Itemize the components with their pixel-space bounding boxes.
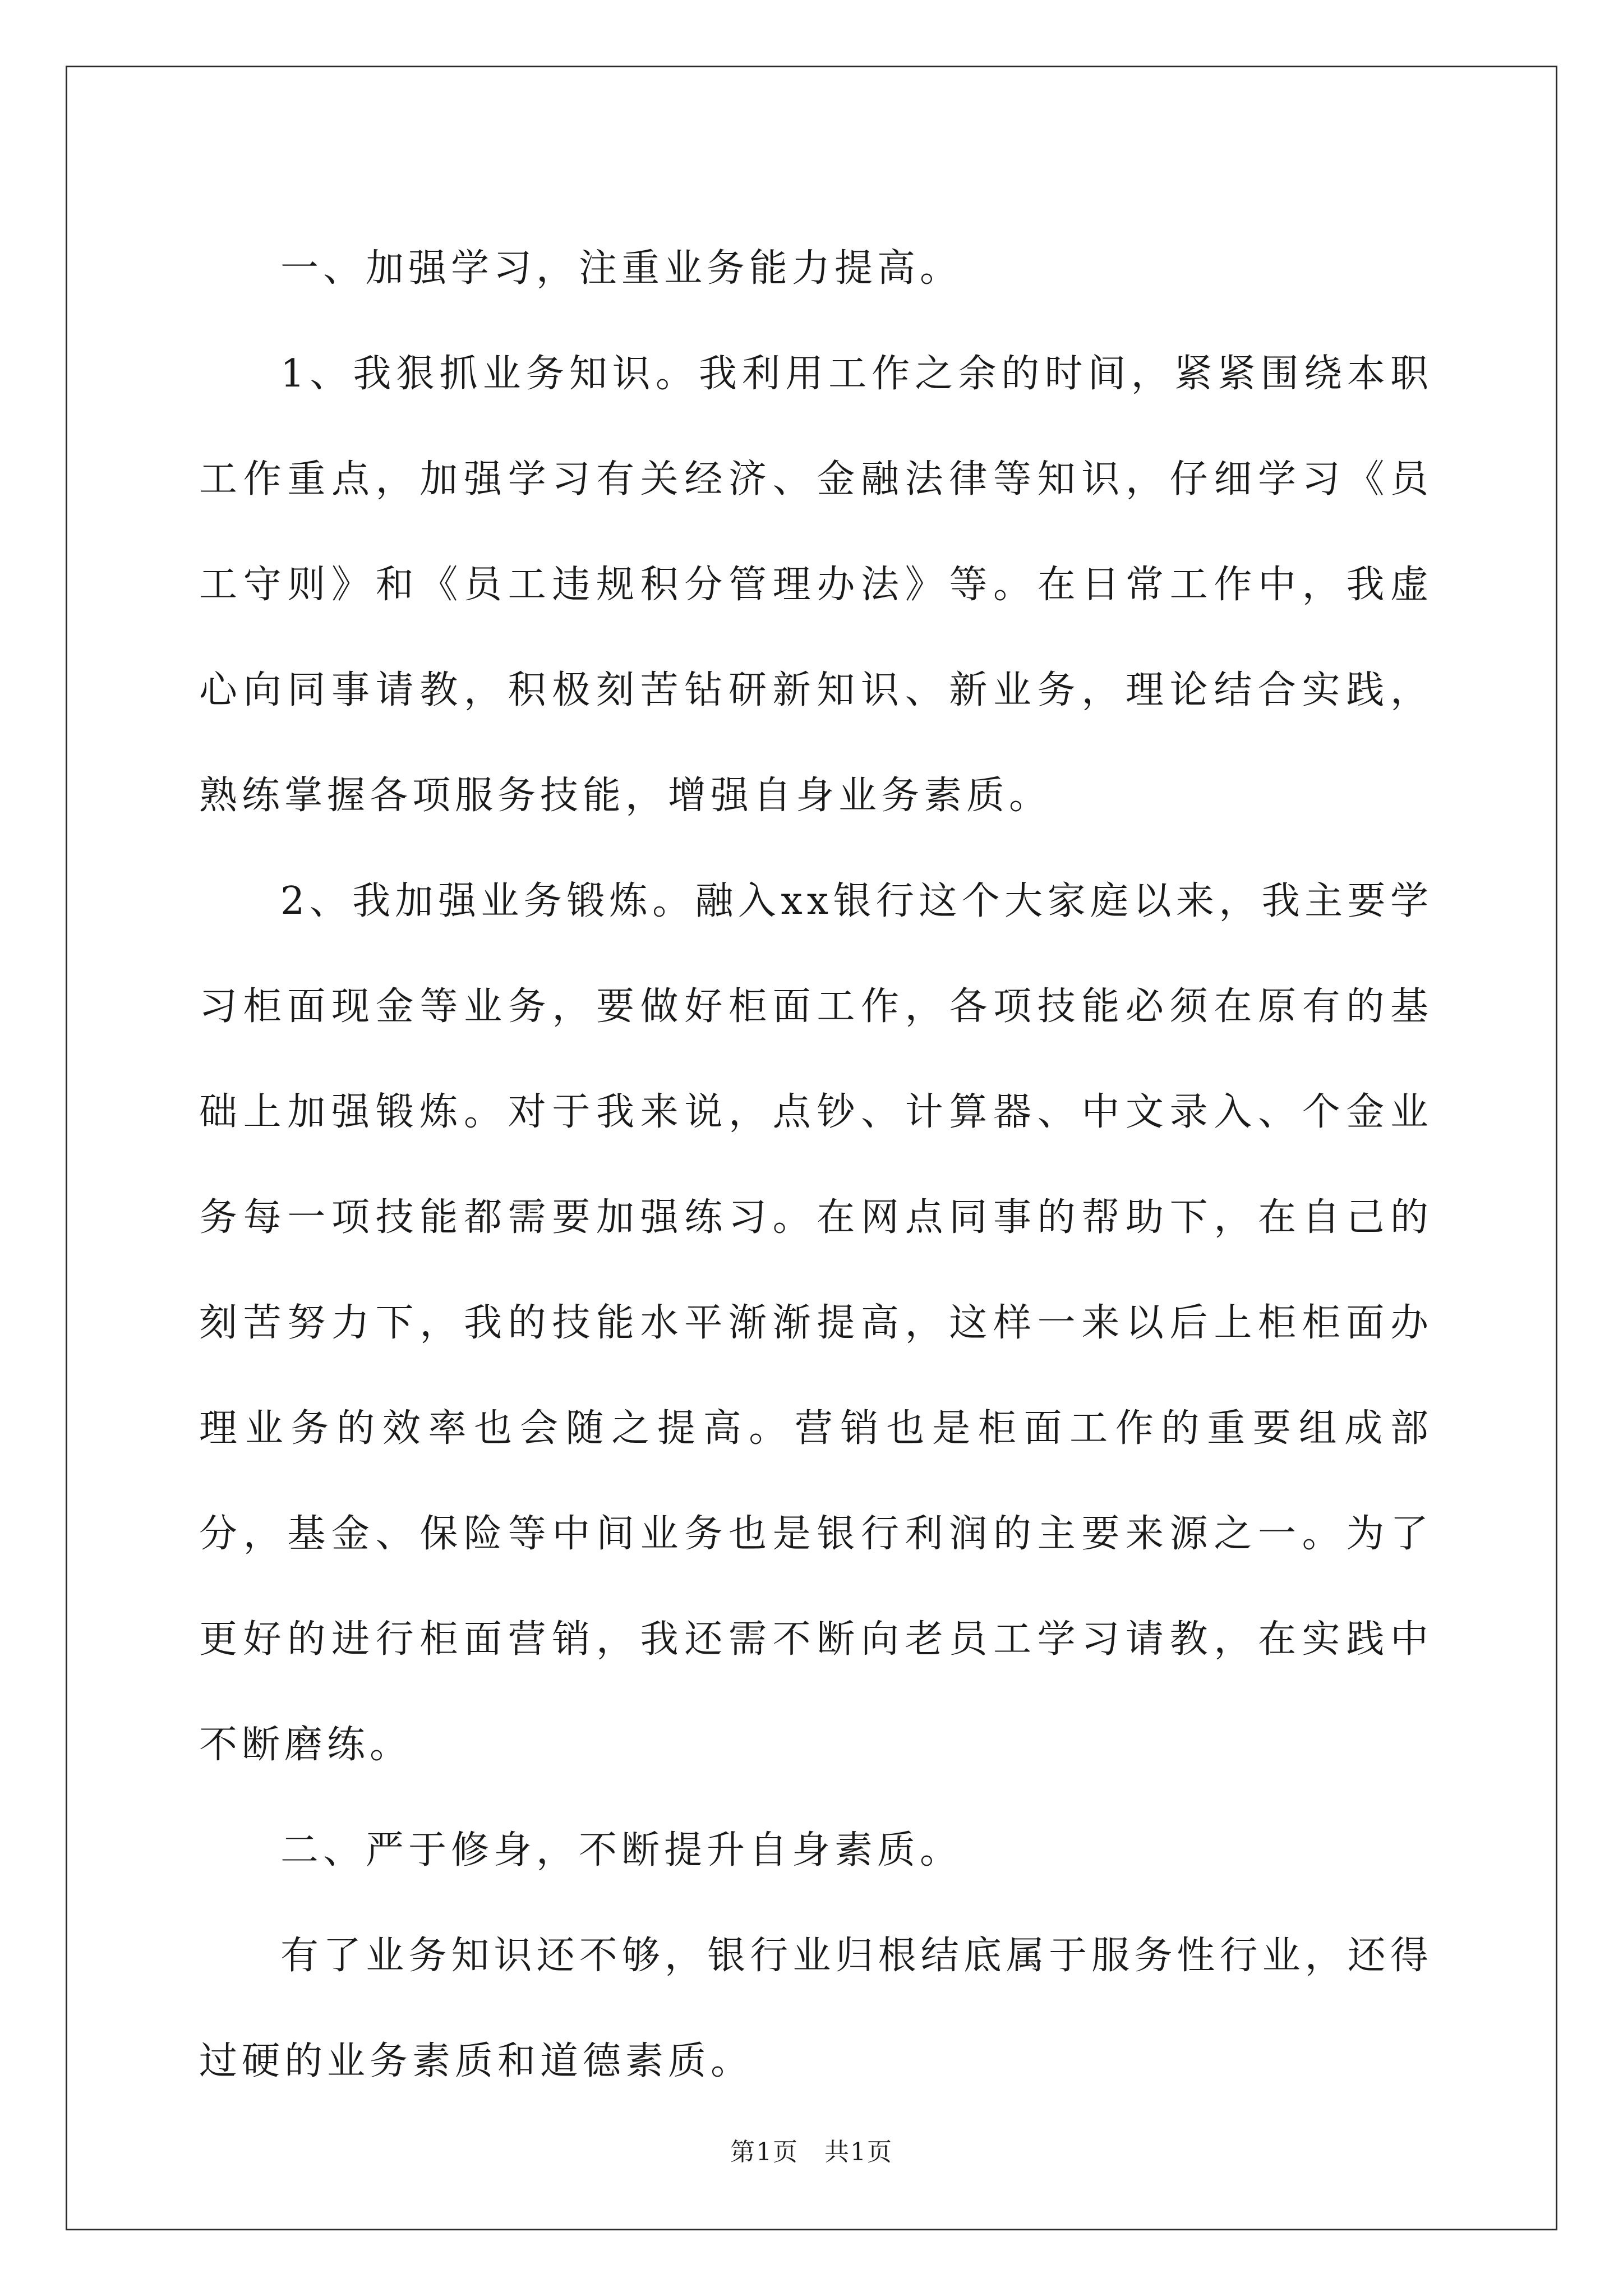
section-heading-2: 二、严于修身，不断提升自身素质。 <box>280 1828 963 1872</box>
paragraph: 2、我加强业务锻炼。融入xx银行这个大家庭以来，我主要学习柜面现金等业务，要做好柜面工作，各项技能必须在原有的基础上加强锻炼。对于我来说，点钞、计算器、中文录入、个金业务每一项技能都需要加强练习。在网点同事的帮助下，在自己的刻苦努力下，我的技能水平渐渐提高，这样一来以后上柜柜面办理业务的效率也会随之提高。营销也是柜面工作的重要组成部分，基金、保险等中间业务也是银行利润的主要来源之一。为了更好的进行柜面营销，我还需不断向老员工学习请教，在实践中不断磨练。 <box>199 879 1433 1767</box>
paragraph: 1、我狠抓业务知识。我利用工作之余的时间，紧紧围绕本职工作重点，加强学习有关经济、金融法律等知识，仔细学习《员工守则》和《员工违规积分管理办法》等。在日常工作中，我虚心向同事请教，积极刻苦钻研新知识、新业务，理论结合实践，熟练掌握各项服务技能，增强自身业务素质。 <box>199 352 1433 818</box>
document-body <box>199 216 1433 2114</box>
section-heading-1: 一、加强学习，注重业务能力提高。 <box>280 246 963 291</box>
page-number: 第1页 共1页 <box>730 2138 893 2166</box>
paragraph: 有了业务知识还不够，银行业归根结底属于服务性行业，还得过硬的业务素质和道德素质。 <box>199 1934 1433 2083</box>
